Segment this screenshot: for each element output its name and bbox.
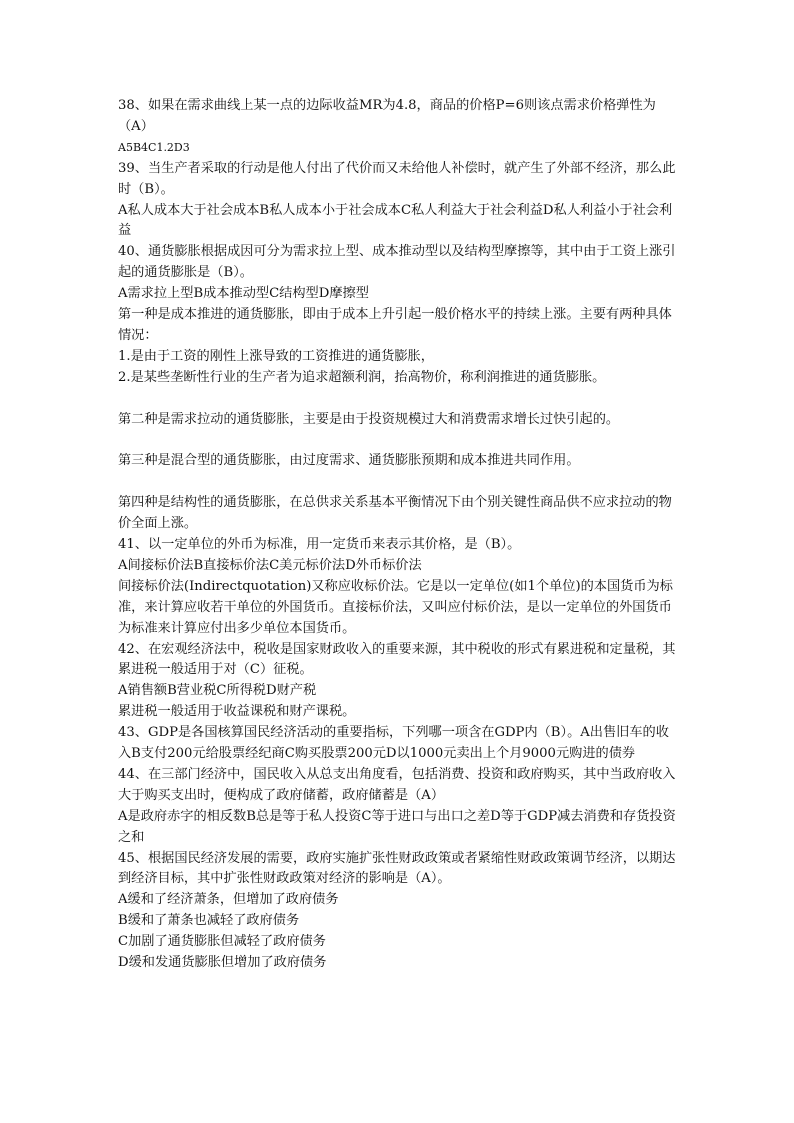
explanation-paragraph: 累进税一般适用于收益课税和财产课税。	[118, 704, 356, 720]
question-41: 41、以一定单位的外币为标准，用一定货币来表示其价格，是（B）。	[118, 536, 521, 552]
explanation-paragraph: 第一种是成本推进的通货膨胀，即由于成本上升引起一般价格水平的持续上涨。主要有两种具体情况：	[118, 307, 672, 343]
question-45-option-d: D缓和发通货膨胀但增加了政府债务	[118, 955, 327, 971]
explanation-paragraph: 第四种是结构性的通货膨胀，在总供求关系基本平衡情况下由个别关键性商品供不应求拉动的物价全面上涨。	[118, 495, 672, 532]
question-40-options: A需求拉上型B成本推动型C结构型D摩擦型	[118, 286, 369, 302]
explanation-paragraph: 第二种是需求拉动的通货膨胀，主要是由于投资规模过大和消费需求增长过快引起的。	[118, 411, 620, 427]
explanation-paragraph: 第三种是混合型的通货膨胀，由过度需求、通货膨胀预期和成本推进共同作用。	[118, 453, 580, 469]
question-42-options: A销售额B营业税C所得税D财产税	[118, 683, 317, 699]
question-42: 42、在宏观经济法中，税收是国家财政收入的重要来源，其中税收的形式有累进税和定量税，其累进税一般适用于对（C）征税。	[118, 641, 676, 678]
question-45-option-b: B缓和了萧条也减轻了政府债务	[118, 913, 300, 929]
question-40: 40、通货膨胀根据成因可分为需求拉上型、成本推动型以及结构型摩擦等，其中由于工资上涨引起的通货膨胀是（B）。	[118, 244, 676, 281]
document-body	[118, 96, 678, 974]
explanation-item: 2.是某些垄断性行业的生产者为追求超额利润，抬高物价，称利润推进的通货膨胀。	[118, 369, 606, 385]
question-38-options: A5B4C1.2D3	[118, 140, 190, 154]
question-44: 44、在三部门经济中，国民收入从总支出角度看，包括消费、投资和政府购买，其中当政府收入大于购买支出时，便构成了政府储蓄，政府储蓄是（A）	[118, 766, 676, 803]
question-44-options: A是政府赤字的相反数B总是等于私人投资C等于进口与出口之差D等于GDP减去消费和存货投资之和	[118, 808, 676, 845]
question-39: 39、当生产者采取的行动是他人付出了代价而又未给他人补偿时，就产生了外部不经济，那么此时（B）。	[118, 160, 676, 197]
paragraph-gap	[118, 389, 678, 410]
question-41-options: A间接标价法B直接标价法C美元标价法D外币标价法	[118, 557, 422, 573]
question-45-option-a: A缓和了经济萧条，但增加了政府债务	[118, 892, 339, 908]
explanation-item: 1.是由于工资的刚性上涨导致的工资推进的通货膨胀，	[118, 348, 434, 364]
question-43: 43、GDP是各国核算国民经济活动的重要指标，下列哪一项含在GDP内（B）。A出售旧车的收入B支付200元给股票经纪商C购买股票200元D以1000元卖出上个月9000元购进的债券	[118, 725, 669, 762]
question-45-option-c: C加剧了通货膨胀但减轻了政府债务	[118, 934, 326, 950]
explanation-paragraph: 间接标价法(Indirectquotation)又称应收标价法。它是以一定单位(如1个单位)的本国货币为标准，来计算应收若干单位的外国货币。直接标价法，又叫应付标价法，是以一定单位的外国货币为标准来计算应付出多少单位本国货币。	[118, 578, 673, 636]
paragraph-gap	[118, 472, 678, 493]
question-45: 45、根据国民经济发展的需要，政府实施扩张性财政政策或者紧缩性财政政策调节经济，以期达到经济目标，其中扩张性财政政策对经济的影响是（A）。	[118, 850, 676, 887]
question-38: 38、如果在需求曲线上某一点的边际收益MR为4.8，商品的价格P=6则该点需求价格弹性为（A）	[118, 98, 656, 134]
paragraph-gap	[118, 430, 678, 451]
question-39-options: A私人成本大于社会成本B私人成本小于社会成本C私人利益大于社会利益D私人利益小于社会利益	[118, 202, 673, 239]
